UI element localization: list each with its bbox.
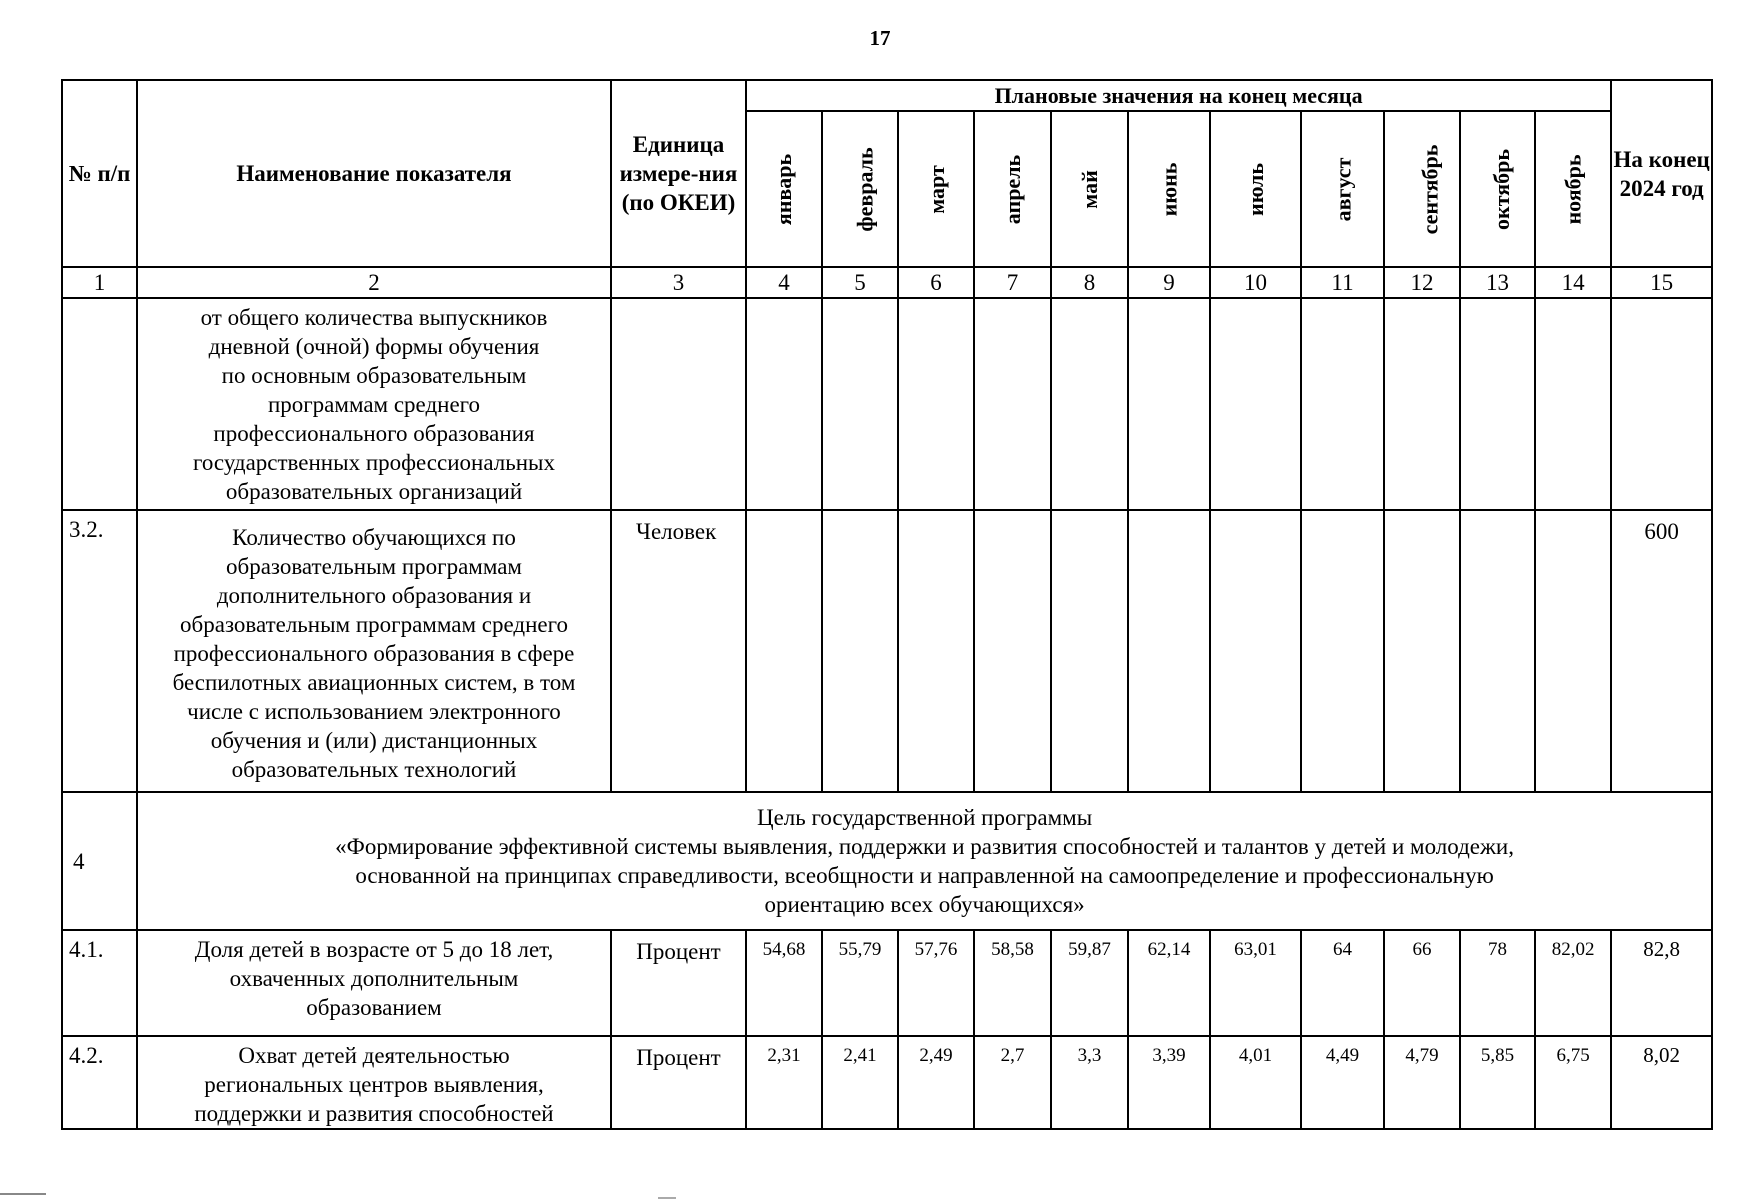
- value-cell: 58,58: [974, 930, 1051, 1036]
- value-cell: [1384, 510, 1460, 792]
- value-cell: [746, 298, 822, 510]
- value-cell: 4,01: [1210, 1036, 1301, 1129]
- name-line: по основным образовательным: [221, 363, 527, 388]
- value-cell: 4,79: [1384, 1036, 1460, 1129]
- name-line: дополнительного образования и: [216, 583, 532, 608]
- value-cell: [974, 510, 1051, 792]
- name-line: образовательных технологий: [231, 757, 517, 782]
- value-cell: [1535, 510, 1611, 792]
- column-number: 7: [974, 267, 1051, 298]
- column-number-row: [62, 267, 1712, 298]
- name-line: Количество обучающихся по: [232, 525, 516, 550]
- value-cell: 5,85: [1460, 1036, 1535, 1129]
- value-cell: [1384, 298, 1460, 510]
- unit-cell: [611, 298, 746, 510]
- value-cell: 66: [1384, 930, 1460, 1036]
- value-cell: 64: [1301, 930, 1384, 1036]
- column-number: 5: [822, 267, 898, 298]
- table-row: [62, 930, 1712, 1036]
- month-label: сентябрь: [1417, 144, 1443, 234]
- indicators-table: [61, 79, 1713, 1130]
- num-header: № п/п: [62, 80, 137, 267]
- name-line: образовательным программам: [226, 554, 522, 579]
- column-number: 8: [1051, 267, 1128, 298]
- name-line: поддержки и развития способностей: [194, 1101, 554, 1126]
- row-number: 3.2.: [62, 510, 137, 792]
- goal-text: [137, 792, 1712, 930]
- value-cell: 62,14: [1128, 930, 1210, 1036]
- indicator-name: [137, 1036, 611, 1129]
- month-header: [1384, 111, 1460, 267]
- value-cell: [898, 510, 974, 792]
- column-number: 3: [611, 267, 746, 298]
- name-line: беспилотных авиационных систем, в том: [172, 670, 576, 695]
- unit-header: Единица измере-ния (по ОКЕИ): [611, 80, 746, 267]
- year-end-header: На конец 2024 год: [1611, 80, 1712, 267]
- value-cell: [974, 298, 1051, 510]
- value-cell: 2,41: [822, 1036, 898, 1129]
- column-number: 2: [137, 267, 611, 298]
- value-cell: [1128, 510, 1210, 792]
- name-line: государственных профессиональных: [193, 450, 555, 475]
- goal-row: [62, 792, 1712, 930]
- month-label: июнь: [1156, 162, 1182, 216]
- month-header: [1460, 111, 1535, 267]
- table-row: [62, 298, 1712, 510]
- total-cell: 8,02: [1611, 1036, 1712, 1129]
- value-cell: [1210, 298, 1301, 510]
- value-cell: [822, 510, 898, 792]
- name-line: профессионального образования: [213, 421, 535, 446]
- name-line: образованием: [306, 995, 442, 1020]
- value-cell: 63,01: [1210, 930, 1301, 1036]
- table-row: [62, 510, 1712, 792]
- value-cell: 78: [1460, 930, 1535, 1036]
- value-cell: [1301, 298, 1384, 510]
- name-line: Доля детей в возрасте от 5 до 18 лет,: [194, 937, 554, 962]
- month-header: [1535, 111, 1611, 267]
- month-header: [1128, 111, 1210, 267]
- value-cell: 55,79: [822, 930, 898, 1036]
- row-number: 4.1.: [62, 930, 137, 1036]
- planned-header: Плановые значения на конец месяца: [746, 80, 1611, 111]
- value-cell: 3,39: [1128, 1036, 1210, 1129]
- value-cell: [1128, 298, 1210, 510]
- value-cell: [822, 298, 898, 510]
- column-number: 10: [1210, 267, 1301, 298]
- value-cell: 82,02: [1535, 930, 1611, 1036]
- month-label: май: [1076, 169, 1102, 209]
- column-number: 9: [1128, 267, 1210, 298]
- scan-artifact: [0, 1193, 46, 1195]
- value-cell: [1460, 510, 1535, 792]
- value-cell: 54,68: [746, 930, 822, 1036]
- unit-cell: Человек: [611, 510, 746, 792]
- column-number: 15: [1611, 267, 1712, 298]
- value-cell: 57,76: [898, 930, 974, 1036]
- month-header: [822, 111, 898, 267]
- column-number: 13: [1460, 267, 1535, 298]
- name-line: обучения и (или) дистанционных: [210, 728, 538, 753]
- page-number: 17: [869, 26, 891, 50]
- total-cell: 82,8: [1611, 930, 1712, 1036]
- indicator-name: [137, 510, 611, 792]
- month-label: январь: [771, 153, 797, 225]
- header-row-top: [62, 80, 1712, 111]
- value-cell: 2,49: [898, 1036, 974, 1129]
- value-cell: [1051, 510, 1128, 792]
- indicator-name: [137, 930, 611, 1036]
- scan-artifact: [658, 1197, 676, 1199]
- unit-cell: Процент: [611, 930, 746, 1036]
- value-cell: 6,75: [1535, 1036, 1611, 1129]
- column-number: 1: [62, 267, 137, 298]
- name-line: профессионального образования в сфере: [173, 641, 575, 666]
- value-cell: [1210, 510, 1301, 792]
- value-cell: 59,87: [1051, 930, 1128, 1036]
- column-number: 14: [1535, 267, 1611, 298]
- name-line: образовательным программам среднего: [180, 612, 568, 637]
- name-line: от общего количества выпускников: [200, 305, 548, 330]
- total-cell: 600: [1611, 510, 1712, 792]
- name-line: охваченных дополнительным: [229, 966, 519, 991]
- value-cell: 2,7: [974, 1036, 1051, 1129]
- column-number: 11: [1301, 267, 1384, 298]
- month-label: апрель: [1000, 154, 1025, 224]
- name-line: региональных центров выявления,: [204, 1072, 544, 1097]
- name-header: Наименование показателя: [137, 80, 611, 267]
- month-header: [898, 111, 974, 267]
- goal-line: ориентацию всех обучающихся»: [764, 892, 1085, 917]
- value-cell: [1460, 298, 1535, 510]
- value-cell: 2,31: [746, 1036, 822, 1129]
- value-cell: [898, 298, 974, 510]
- month-label: февраль: [852, 146, 878, 232]
- column-number: 12: [1384, 267, 1460, 298]
- row-number: [62, 298, 137, 510]
- month-label: ноябрь: [1560, 153, 1586, 225]
- value-cell: 3,3: [1051, 1036, 1128, 1129]
- name-line: числе с использованием электронного: [187, 699, 561, 724]
- month-label: август: [1329, 157, 1355, 221]
- value-cell: 4,49: [1301, 1036, 1384, 1129]
- value-cell: [746, 510, 822, 792]
- month-label: март: [923, 164, 949, 214]
- month-label: июль: [1242, 162, 1268, 216]
- total-cell: [1611, 298, 1712, 510]
- goal-line: Цель государственной программы: [756, 805, 1093, 830]
- column-number: 4: [746, 267, 822, 298]
- indicator-name: [137, 298, 611, 510]
- name-line: образовательных организаций: [225, 479, 523, 504]
- name-line: программам среднего: [267, 392, 481, 417]
- month-header: [974, 111, 1051, 267]
- month-header: [746, 111, 822, 267]
- month-header: [1301, 111, 1384, 267]
- value-cell: [1301, 510, 1384, 792]
- value-cell: [1535, 298, 1611, 510]
- value-cell: [1051, 298, 1128, 510]
- name-line: Охват детей деятельностью: [238, 1043, 510, 1068]
- unit-cell: Процент: [611, 1036, 746, 1129]
- month-header: [1051, 111, 1128, 267]
- goal-line: «Формирование эффективной системы выявления, поддержки и развития способностей и талантов у детей и молодежи,: [335, 834, 1514, 859]
- month-header: [1210, 111, 1301, 267]
- month-label: октябрь: [1488, 148, 1514, 230]
- goal-line: основанной на принципах справедливости, всеобщности и направленной на самоопределение и профессиональную: [355, 863, 1494, 888]
- column-number: 6: [898, 267, 974, 298]
- goal-number: 4: [62, 792, 137, 930]
- name-line: дневной (очной) формы обучения: [208, 334, 540, 359]
- row-number: 4.2.: [62, 1036, 137, 1129]
- table-row: [62, 1036, 1712, 1129]
